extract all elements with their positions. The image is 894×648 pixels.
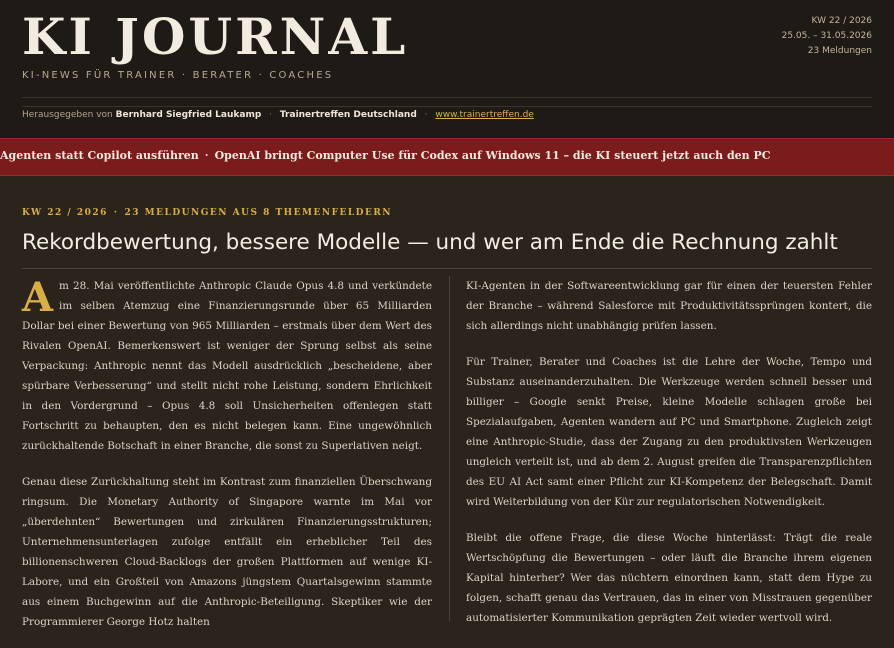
masthead (0, 0, 894, 139)
article-kicker (22, 208, 392, 218)
paragraph-text: m 28. Mai veröffentlichte Anthropic Claude Opus 4.8 und verkündete im selben Atemzug eine Finanzierungsrunde über 65 Milliarden Dollar bei einer Bewertung von 965 Milliarden – erstmals über dem Wert des Rivalen OpenAI. Bemerkenswert ist weniger der Sprung selbst als seine Verpackung: Anthropic nennt das Modell ausdrücklich „bescheidene, aber spürbare Verbesserung“ und stellt nicht rohe Leistung, sondern Ehrlichkeit in den Vordergrund – Opus 4.8 soll Unsicherheiten offenlegen statt Fortschritt zu behaupten, den es nicht belegen kann. Eine ungewöhnlich zurückhaltende Botschaft in einer Branche, die sonst zu Superlativen neigt. (22, 280, 432, 452)
issue-date-range: 25.05. – 31.05.2026 (781, 31, 872, 41)
paragraph: KI-Agenten in der Softwareentwicklung gar für einen der teuersten Fehler der Branche – während Salesforce mit Produktivitätssprüngen kontert, die sich allerdings nicht unabhängig prüfen lassen. (466, 280, 872, 332)
masthead-divider (22, 97, 872, 98)
news-ticker[interactable] (0, 138, 894, 176)
drop-cap: A (22, 274, 54, 321)
article-headline: Rekordbewertung, bessere Modelle — und wer am Ende die Rechnung zahlt (22, 230, 838, 255)
kicker-separator: · (113, 208, 119, 218)
paragraph: Genau diese Zurückhaltung steht im Kontrast zum finanziellen Überschwang ringsum. Die Monetary Authority of Singapore warnte im Mai vor „überdehnten“ Bewertungen und zirkulären Finanzierungsstrukturen; Unternehmensunterlagen zufolge entfällt ein erheblicher Teil des billionenschweren Cloud-Backlogs der großen Plattformen auf wenige KI-Labore, und ein Großteil von Amazons jüngstem Quartalsgewinn stammte aus einem Buchgewinn auf die Anthropic-Beteiligung. Skeptiker wie der Programmierer George Hotz halten (22, 476, 432, 628)
article-column-right (466, 276, 872, 644)
issue-info (782, 14, 872, 59)
ticker-text (0, 149, 771, 162)
paragraph: Bleibt die offene Frage, die diese Woche hinterlässt: Trägt die reale Wertschöpfung die Bewertungen – oder läuft die Branche ihrem eigenen Kapital hinterher? Wer das nüchtern einordnen kann, statt dem Hype zu folgen, schafft genau das Vertrauen, das in einer von Misstrauen gegenüber automatisierter Kommunikation geprägten Zeit wieder wertvoll wird. (466, 532, 872, 624)
ticker-item[interactable]: Agenten statt Copilot ausführen (0, 149, 199, 162)
publisher-prefix: Herausgegeben von (22, 110, 113, 120)
separator-dot: · (424, 110, 428, 120)
ticker-separator: · (204, 149, 209, 162)
brand-title: KI JOURNAL (22, 7, 409, 66)
article-column-left (22, 276, 432, 648)
issue-week: KW 22 / 2026 (811, 16, 872, 26)
ticker-item[interactable]: OpenAI bringt Computer Use für Codex auf Windows 11 – die KI steuert jetzt auch den PC (214, 149, 771, 162)
headline-rule (22, 268, 872, 269)
paragraph (22, 276, 432, 456)
issue-count: 23 Meldungen (807, 46, 872, 56)
column-divider (449, 276, 450, 621)
publisher-link[interactable]: www.trainertreffen.de (435, 110, 534, 120)
tagline: KI-NEWS FÜR TRAINER · BERATER · COACHES (22, 70, 334, 81)
publisher-line (22, 106, 872, 120)
paragraph: Für Trainer, Berater und Coaches ist die Lehre der Woche, Tempo und Substanz auseinanderzuhalten. Die Werkzeuge werden schnell besser und billiger – Google senkt Preise, kleine Modelle schlagen große bei Spezialaufgaben, Agenten wandern auf PC und Smartphone. Zugleich zeigt eine Anthropic-Studie, dass der Zugang zu den produktivsten Werkzeugen ungleich verteilt ist, und ab dem 2. August greifen die Transparenzpflichten des EU AI Act samt einer Pflicht zur KI-Kompetenz der Belegschaft. Damit wird Weiterbildung von der Kür zur regulatorischen Notwendigkeit. (466, 356, 872, 508)
kicker-count: 23 MELDUNGEN AUS 8 THEMENFELDERN (124, 208, 393, 218)
kicker-week: KW 22 / 2026 (22, 208, 108, 218)
separator-dot: · (269, 110, 273, 120)
publisher-name: Bernhard Siegfried Laukamp (115, 110, 262, 120)
publisher-org: Trainertreffen Deutschland (279, 110, 417, 120)
article (0, 176, 894, 628)
